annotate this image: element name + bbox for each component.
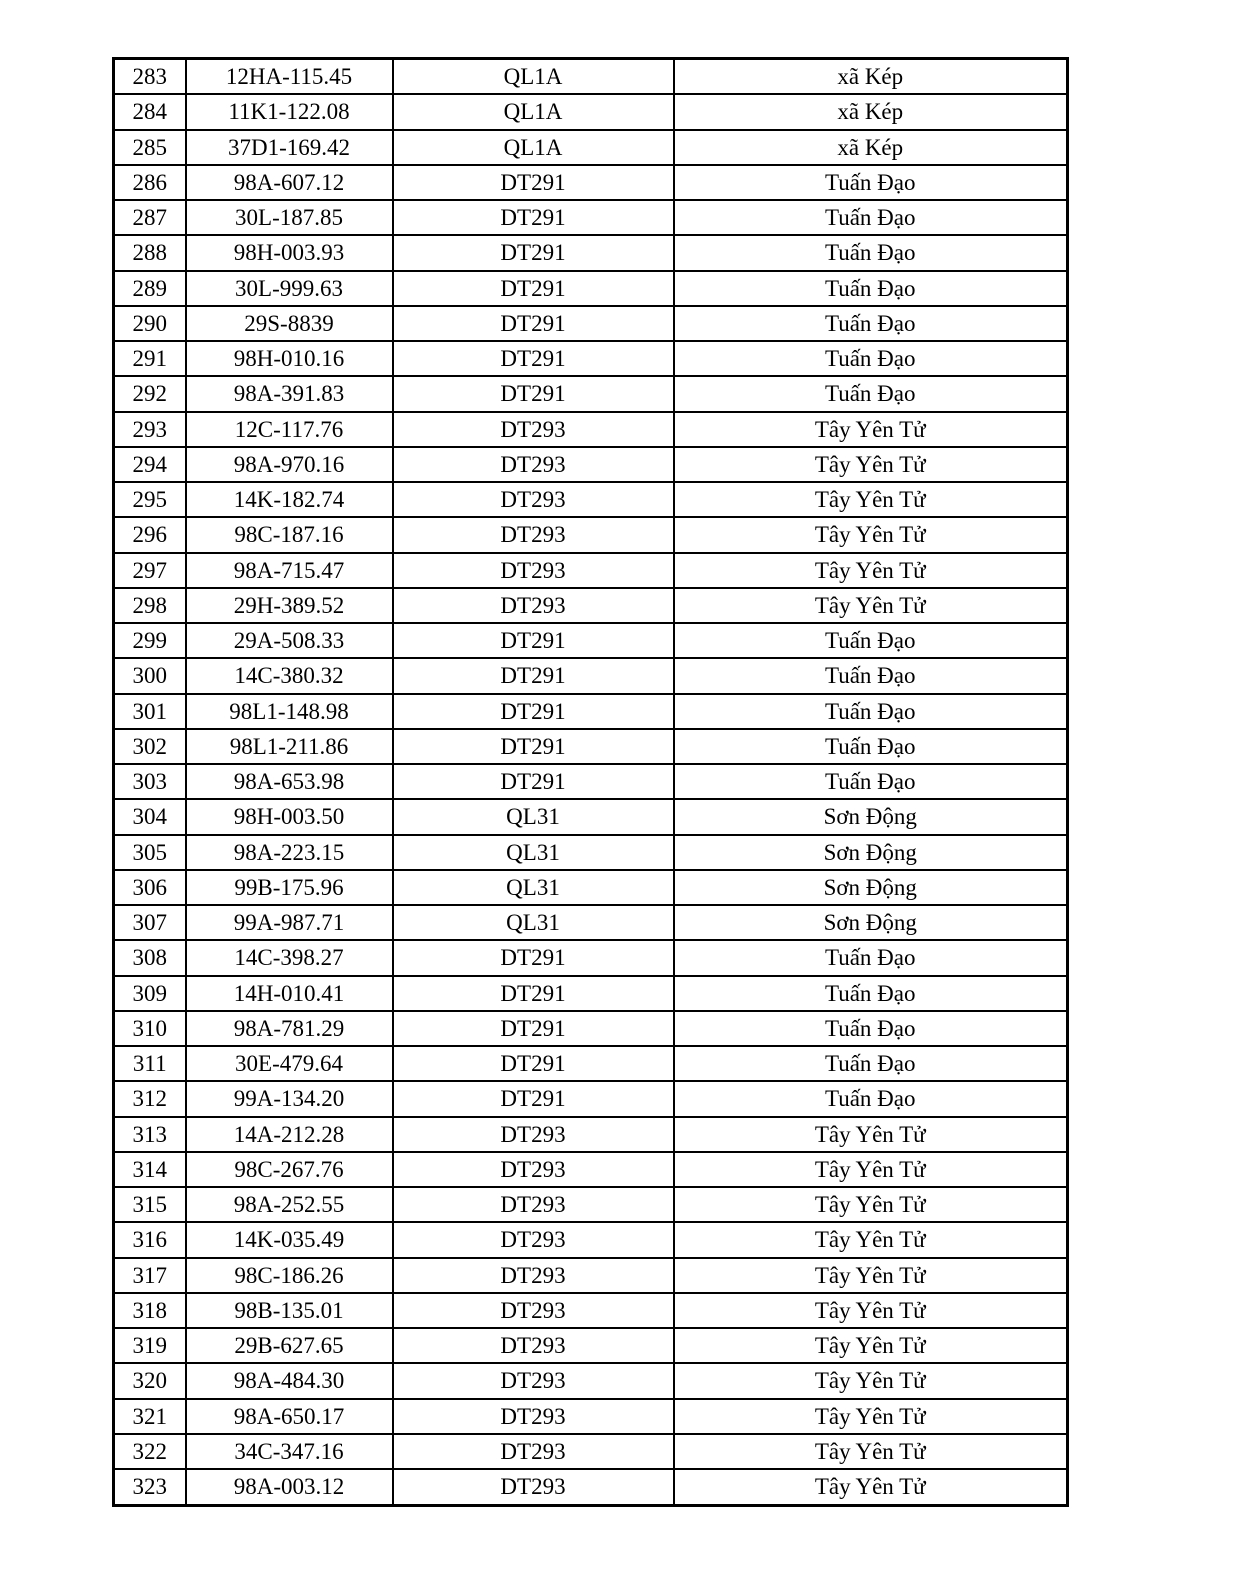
cell-index: 291 xyxy=(114,341,186,376)
table-row xyxy=(114,976,1068,1011)
cell-location: Tuấn Đạo xyxy=(674,235,1068,270)
cell-index: 292 xyxy=(114,376,186,411)
table-row xyxy=(114,1117,1068,1152)
table-row xyxy=(114,799,1068,834)
cell-index: 299 xyxy=(114,623,186,658)
cell-location: Tây Yên Tử xyxy=(674,1363,1068,1398)
table-row xyxy=(114,729,1068,764)
cell-location: Tuấn Đạo xyxy=(674,271,1068,306)
cell-road: DT291 xyxy=(393,694,674,729)
cell-index: 289 xyxy=(114,271,186,306)
table-row xyxy=(114,165,1068,200)
cell-road: DT291 xyxy=(393,976,674,1011)
cell-index: 322 xyxy=(114,1434,186,1469)
table-row xyxy=(114,1152,1068,1187)
cell-road: DT291 xyxy=(393,1011,674,1046)
cell-location: Tuấn Đạo xyxy=(674,623,1068,658)
cell-location: Tuấn Đạo xyxy=(674,200,1068,235)
cell-road: QL1A xyxy=(393,94,674,129)
cell-index: 315 xyxy=(114,1187,186,1222)
cell-index: 307 xyxy=(114,905,186,940)
cell-location: xã Kép xyxy=(674,59,1068,95)
cell-location: xã Kép xyxy=(674,94,1068,129)
cell-plate: 34C-347.16 xyxy=(186,1434,393,1469)
cell-location: xã Kép xyxy=(674,130,1068,165)
table-row xyxy=(114,1293,1068,1328)
cell-index: 311 xyxy=(114,1046,186,1081)
cell-location: Sơn Động xyxy=(674,835,1068,870)
cell-road: DT293 xyxy=(393,1328,674,1363)
cell-plate: 98A-715.47 xyxy=(186,553,393,588)
table-row xyxy=(114,835,1068,870)
table-row xyxy=(114,588,1068,623)
table-row xyxy=(114,447,1068,482)
cell-plate: 98A-781.29 xyxy=(186,1011,393,1046)
cell-index: 309 xyxy=(114,976,186,1011)
cell-index: 300 xyxy=(114,658,186,693)
cell-location: Tuấn Đạo xyxy=(674,306,1068,341)
cell-location: Tuấn Đạo xyxy=(674,1046,1068,1081)
cell-location: Tây Yên Tử xyxy=(674,588,1068,623)
cell-index: 304 xyxy=(114,799,186,834)
cell-plate: 98A-607.12 xyxy=(186,165,393,200)
cell-road: DT291 xyxy=(393,306,674,341)
cell-plate: 98H-003.93 xyxy=(186,235,393,270)
cell-plate: 98A-970.16 xyxy=(186,447,393,482)
table-row xyxy=(114,764,1068,799)
cell-index: 303 xyxy=(114,764,186,799)
cell-plate: 98A-223.15 xyxy=(186,835,393,870)
cell-road: DT293 xyxy=(393,1293,674,1328)
cell-road: DT293 xyxy=(393,1258,674,1293)
cell-location: Tuấn Đạo xyxy=(674,729,1068,764)
cell-plate: 29A-508.33 xyxy=(186,623,393,658)
cell-location: Tuấn Đạo xyxy=(674,764,1068,799)
table-row xyxy=(114,235,1068,270)
table-row xyxy=(114,306,1068,341)
cell-plate: 98B-135.01 xyxy=(186,1293,393,1328)
cell-index: 285 xyxy=(114,130,186,165)
cell-location: Tây Yên Tử xyxy=(674,1293,1068,1328)
cell-location: Tây Yên Tử xyxy=(674,517,1068,552)
plate-table xyxy=(112,57,1069,1507)
cell-plate: 98C-267.76 xyxy=(186,1152,393,1187)
cell-plate: 30E-479.64 xyxy=(186,1046,393,1081)
plate-table-body xyxy=(114,59,1068,1506)
cell-road: DT291 xyxy=(393,235,674,270)
cell-plate: 37D1-169.42 xyxy=(186,130,393,165)
cell-plate: 98A-003.12 xyxy=(186,1469,393,1505)
cell-index: 316 xyxy=(114,1222,186,1257)
cell-location: Sơn Động xyxy=(674,799,1068,834)
cell-plate: 98L1-148.98 xyxy=(186,694,393,729)
cell-road: QL1A xyxy=(393,59,674,95)
cell-road: QL31 xyxy=(393,835,674,870)
cell-road: DT291 xyxy=(393,1081,674,1116)
cell-plate: 29S-8839 xyxy=(186,306,393,341)
table-row xyxy=(114,376,1068,411)
cell-road: QL31 xyxy=(393,905,674,940)
table-row xyxy=(114,271,1068,306)
table-row xyxy=(114,341,1068,376)
cell-location: Sơn Động xyxy=(674,905,1068,940)
cell-index: 297 xyxy=(114,553,186,588)
cell-road: DT293 xyxy=(393,482,674,517)
cell-plate: 98A-391.83 xyxy=(186,376,393,411)
cell-index: 296 xyxy=(114,517,186,552)
cell-location: Tuấn Đạo xyxy=(674,376,1068,411)
table-row xyxy=(114,1258,1068,1293)
table-row xyxy=(114,412,1068,447)
table-row xyxy=(114,553,1068,588)
cell-location: Tây Yên Tử xyxy=(674,1117,1068,1152)
cell-location: Tây Yên Tử xyxy=(674,447,1068,482)
cell-plate: 14K-035.49 xyxy=(186,1222,393,1257)
cell-road: DT291 xyxy=(393,729,674,764)
table-row xyxy=(114,1328,1068,1363)
table-row xyxy=(114,1363,1068,1398)
cell-plate: 29H-389.52 xyxy=(186,588,393,623)
cell-location: Tây Yên Tử xyxy=(674,1434,1068,1469)
cell-road: DT293 xyxy=(393,412,674,447)
cell-plate: 98H-010.16 xyxy=(186,341,393,376)
cell-location: Tây Yên Tử xyxy=(674,1187,1068,1222)
cell-road: DT293 xyxy=(393,588,674,623)
cell-location: Tuấn Đạo xyxy=(674,694,1068,729)
cell-road: DT293 xyxy=(393,553,674,588)
cell-road: DT291 xyxy=(393,940,674,975)
cell-index: 320 xyxy=(114,1363,186,1398)
cell-plate: 14A-212.28 xyxy=(186,1117,393,1152)
cell-index: 287 xyxy=(114,200,186,235)
cell-location: Tuấn Đạo xyxy=(674,341,1068,376)
cell-plate: 14K-182.74 xyxy=(186,482,393,517)
cell-location: Tuấn Đạo xyxy=(674,940,1068,975)
cell-index: 286 xyxy=(114,165,186,200)
cell-location: Sơn Động xyxy=(674,870,1068,905)
cell-plate: 98C-186.26 xyxy=(186,1258,393,1293)
cell-index: 318 xyxy=(114,1293,186,1328)
cell-index: 305 xyxy=(114,835,186,870)
cell-index: 301 xyxy=(114,694,186,729)
cell-location: Tuấn Đạo xyxy=(674,658,1068,693)
cell-location: Tây Yên Tử xyxy=(674,1258,1068,1293)
cell-road: DT293 xyxy=(393,1152,674,1187)
cell-road: DT293 xyxy=(393,1469,674,1505)
cell-index: 323 xyxy=(114,1469,186,1505)
cell-road: DT291 xyxy=(393,271,674,306)
cell-road: DT291 xyxy=(393,658,674,693)
cell-road: DT291 xyxy=(393,341,674,376)
cell-index: 290 xyxy=(114,306,186,341)
table-row xyxy=(114,1046,1068,1081)
table-row xyxy=(114,940,1068,975)
table-row xyxy=(114,1399,1068,1434)
cell-plate: 98A-653.98 xyxy=(186,764,393,799)
cell-plate: 99B-175.96 xyxy=(186,870,393,905)
cell-index: 321 xyxy=(114,1399,186,1434)
cell-plate: 30L-187.85 xyxy=(186,200,393,235)
cell-plate: 98A-252.55 xyxy=(186,1187,393,1222)
cell-location: Tuấn Đạo xyxy=(674,165,1068,200)
cell-plate: 11K1-122.08 xyxy=(186,94,393,129)
cell-plate: 98A-484.30 xyxy=(186,1363,393,1398)
cell-road: DT293 xyxy=(393,1187,674,1222)
cell-road: DT293 xyxy=(393,1117,674,1152)
cell-plate: 98H-003.50 xyxy=(186,799,393,834)
cell-index: 288 xyxy=(114,235,186,270)
cell-index: 293 xyxy=(114,412,186,447)
cell-location: Tây Yên Tử xyxy=(674,412,1068,447)
table-row xyxy=(114,1222,1068,1257)
cell-index: 294 xyxy=(114,447,186,482)
cell-plate: 98A-650.17 xyxy=(186,1399,393,1434)
cell-plate: 14C-398.27 xyxy=(186,940,393,975)
cell-road: DT293 xyxy=(393,1363,674,1398)
table-row xyxy=(114,1434,1068,1469)
cell-index: 298 xyxy=(114,588,186,623)
cell-road: DT293 xyxy=(393,1399,674,1434)
cell-road: DT293 xyxy=(393,1222,674,1257)
table-row xyxy=(114,694,1068,729)
cell-location: Tuấn Đạo xyxy=(674,1081,1068,1116)
cell-road: DT291 xyxy=(393,764,674,799)
cell-plate: 12C-117.76 xyxy=(186,412,393,447)
cell-index: 314 xyxy=(114,1152,186,1187)
cell-plate: 14H-010.41 xyxy=(186,976,393,1011)
cell-road: QL31 xyxy=(393,870,674,905)
cell-index: 313 xyxy=(114,1117,186,1152)
table-row xyxy=(114,1081,1068,1116)
table-row xyxy=(114,658,1068,693)
table-row xyxy=(114,94,1068,129)
cell-location: Tây Yên Tử xyxy=(674,1152,1068,1187)
cell-plate: 98C-187.16 xyxy=(186,517,393,552)
cell-index: 306 xyxy=(114,870,186,905)
table-row xyxy=(114,130,1068,165)
cell-location: Tuấn Đạo xyxy=(674,976,1068,1011)
cell-location: Tây Yên Tử xyxy=(674,553,1068,588)
table-row xyxy=(114,200,1068,235)
cell-plate: 99A-987.71 xyxy=(186,905,393,940)
cell-index: 308 xyxy=(114,940,186,975)
table-row xyxy=(114,1469,1068,1505)
table-row xyxy=(114,517,1068,552)
cell-road: DT293 xyxy=(393,517,674,552)
cell-plate: 98L1-211.86 xyxy=(186,729,393,764)
cell-plate: 14C-380.32 xyxy=(186,658,393,693)
cell-road: QL31 xyxy=(393,799,674,834)
cell-index: 310 xyxy=(114,1011,186,1046)
table-row xyxy=(114,905,1068,940)
cell-plate: 29B-627.65 xyxy=(186,1328,393,1363)
cell-location: Tây Yên Tử xyxy=(674,1222,1068,1257)
cell-index: 284 xyxy=(114,94,186,129)
table-row xyxy=(114,870,1068,905)
table-row xyxy=(114,1011,1068,1046)
cell-plate: 30L-999.63 xyxy=(186,271,393,306)
cell-road: DT291 xyxy=(393,376,674,411)
cell-index: 295 xyxy=(114,482,186,517)
cell-road: QL1A xyxy=(393,130,674,165)
cell-plate: 99A-134.20 xyxy=(186,1081,393,1116)
cell-location: Tây Yên Tử xyxy=(674,1399,1068,1434)
cell-road: DT291 xyxy=(393,1046,674,1081)
cell-road: DT291 xyxy=(393,165,674,200)
cell-index: 317 xyxy=(114,1258,186,1293)
cell-road: DT293 xyxy=(393,1434,674,1469)
cell-location: Tây Yên Tử xyxy=(674,482,1068,517)
cell-index: 312 xyxy=(114,1081,186,1116)
cell-road: DT293 xyxy=(393,447,674,482)
cell-index: 283 xyxy=(114,59,186,95)
cell-location: Tây Yên Tử xyxy=(674,1469,1068,1505)
cell-road: DT291 xyxy=(393,623,674,658)
cell-road: DT291 xyxy=(393,200,674,235)
table-row xyxy=(114,1187,1068,1222)
table-row xyxy=(114,59,1068,95)
cell-index: 319 xyxy=(114,1328,186,1363)
cell-location: Tuấn Đạo xyxy=(674,1011,1068,1046)
cell-location: Tây Yên Tử xyxy=(674,1328,1068,1363)
cell-index: 302 xyxy=(114,729,186,764)
table-row xyxy=(114,623,1068,658)
table-row xyxy=(114,482,1068,517)
cell-plate: 12HA-115.45 xyxy=(186,59,393,95)
